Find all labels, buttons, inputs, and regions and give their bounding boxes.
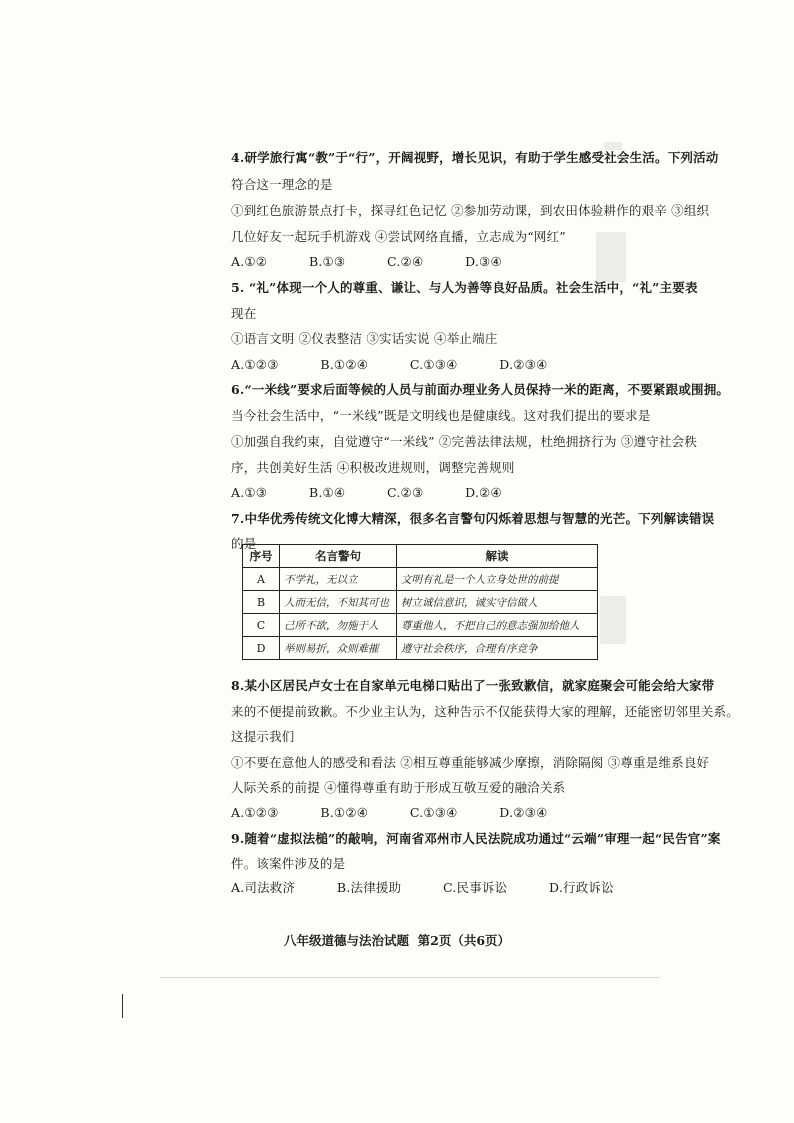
q8-stem-line3: 这提示我们 xyxy=(231,729,295,744)
q8-statements-line1: ①不要在意他人的感受和看法 ②相互尊重能够减少摩擦，消除隔阂 ③尊重是维系良好 xyxy=(231,755,710,770)
table-header-quote: 名言警句 xyxy=(280,545,397,568)
q9-stem-line2: 件。该案件涉及的是 xyxy=(231,856,346,871)
row-label: D xyxy=(243,637,280,660)
page-footer: 八年级道德与法治试题 第2页（共6页） xyxy=(283,933,511,948)
q4-stem-line2: 符合这一理念的是 xyxy=(231,177,333,192)
q6-statements-line2: 序，共创美好生活 ④积极改进规则，调整完善规则 xyxy=(231,460,515,475)
q4-stem-line1: 4.研学旅行寓“教”于“行”，开阔视野，增长见识，有助于学生感受社会生活。下列活动 xyxy=(231,150,719,165)
row-quote: 不学礼，无以立 xyxy=(280,568,397,591)
q4-statements-line1: ①到红色旅游景点打卡，探寻红色记忆 ②参加劳动课，到农田体验耕作的艰辛 ③组织 xyxy=(231,203,710,218)
q6-stem-line1: 6.“一米线”要求后面等候的人员与前面办理业务人员保持一米的距离，不要紧跟或围拥。 xyxy=(231,382,730,397)
q5-options: A.①②③ B.①②④ C.①③④ D.②③④ xyxy=(231,357,548,372)
q9-options: A.司法救济 B.法律援助 C.民事诉讼 D.行政诉讼 xyxy=(231,880,614,895)
q6-stem-line2: 当今社会生活中，“一米线”既是文明线也是健康线。这对我们提出的要求是 xyxy=(231,408,651,423)
table-row xyxy=(243,637,598,660)
table-header-interpretation: 解读 xyxy=(397,545,598,568)
row-quote: 人而无信，不知其可也 xyxy=(280,591,397,614)
row-label: C xyxy=(243,614,280,637)
row-label: A xyxy=(243,568,280,591)
q4-options: A.①② B.①③ C.②④ D.③④ xyxy=(231,254,502,269)
scan-divider xyxy=(160,977,660,978)
table-row xyxy=(243,568,598,591)
row-interpretation: 文明有礼是一个人立身处世的前提 xyxy=(397,568,598,591)
q9-stem-line1: 9.随着“虚拟法槌”的敲响，河南省邓州市人民法院成功通过“云端”审理一起“民告官”案 xyxy=(231,831,721,846)
row-interpretation: 遵守社会秩序，合理有序竞争 xyxy=(397,637,598,660)
table-header-number: 序号 xyxy=(243,545,280,568)
q5-stem-line2: 现在 xyxy=(231,306,257,321)
row-interpretation: 尊重他人，不把自己的意志强加给他人 xyxy=(397,614,598,637)
row-interpretation: 树立诚信意识，诚实守信做人 xyxy=(397,591,598,614)
row-quote: 己所不欲，勿施于人 xyxy=(280,614,397,637)
row-label: B xyxy=(243,591,280,614)
q8-options: A.①②③ B.①②④ C.①③④ D.②③④ xyxy=(231,805,548,820)
scan-edge-mark xyxy=(122,994,123,1018)
quote-interpretation-table xyxy=(242,544,598,660)
q6-statements-line1: ①加强自我约束，自觉遵守“一米线” ②完善法律法规，杜绝拥挤行为 ③遵守社会秩 xyxy=(231,434,698,449)
q8-stem-line2: 来的不便提前致歉。不少业主认为，这种告示不仅能获得大家的理解，还能密切邻里关系。 xyxy=(231,704,740,719)
q7-stem-line1: 7.中华优秀传统文化博大精深，很多名言警句闪烁着思想与智慧的光芒。下列解读错误 xyxy=(231,511,715,526)
q5-stem-line1: 5. “礼”体现一个人的尊重、谦让、与人为善等良好品质。社会生活中，“礼”主要表 xyxy=(231,280,698,295)
q4-statements-line2: 几位好友一起玩手机游戏 ④尝试网络直播，立志成为“网红” xyxy=(231,229,566,244)
table-row xyxy=(243,614,598,637)
q8-statements-line2: 人际关系的前提 ④懂得尊重有助于形成互敬互爱的融洽关系 xyxy=(231,780,566,795)
q7-stem-line2: 的是 xyxy=(231,536,257,551)
q8-stem-line1: 8.某小区居民卢女士在自家单元电梯口贴出了一张致歉信，就家庭聚会可能会给大家带 xyxy=(231,678,715,693)
q5-statements: ①语言文明 ②仪表整洁 ③实话实说 ④举止端庄 xyxy=(231,331,498,346)
table-header-row xyxy=(243,545,598,568)
table-row xyxy=(243,591,598,614)
q6-options: A.①③ B.①④ C.②③ D.②④ xyxy=(231,485,502,500)
row-quote: 举则易折，众则难摧 xyxy=(280,637,397,660)
